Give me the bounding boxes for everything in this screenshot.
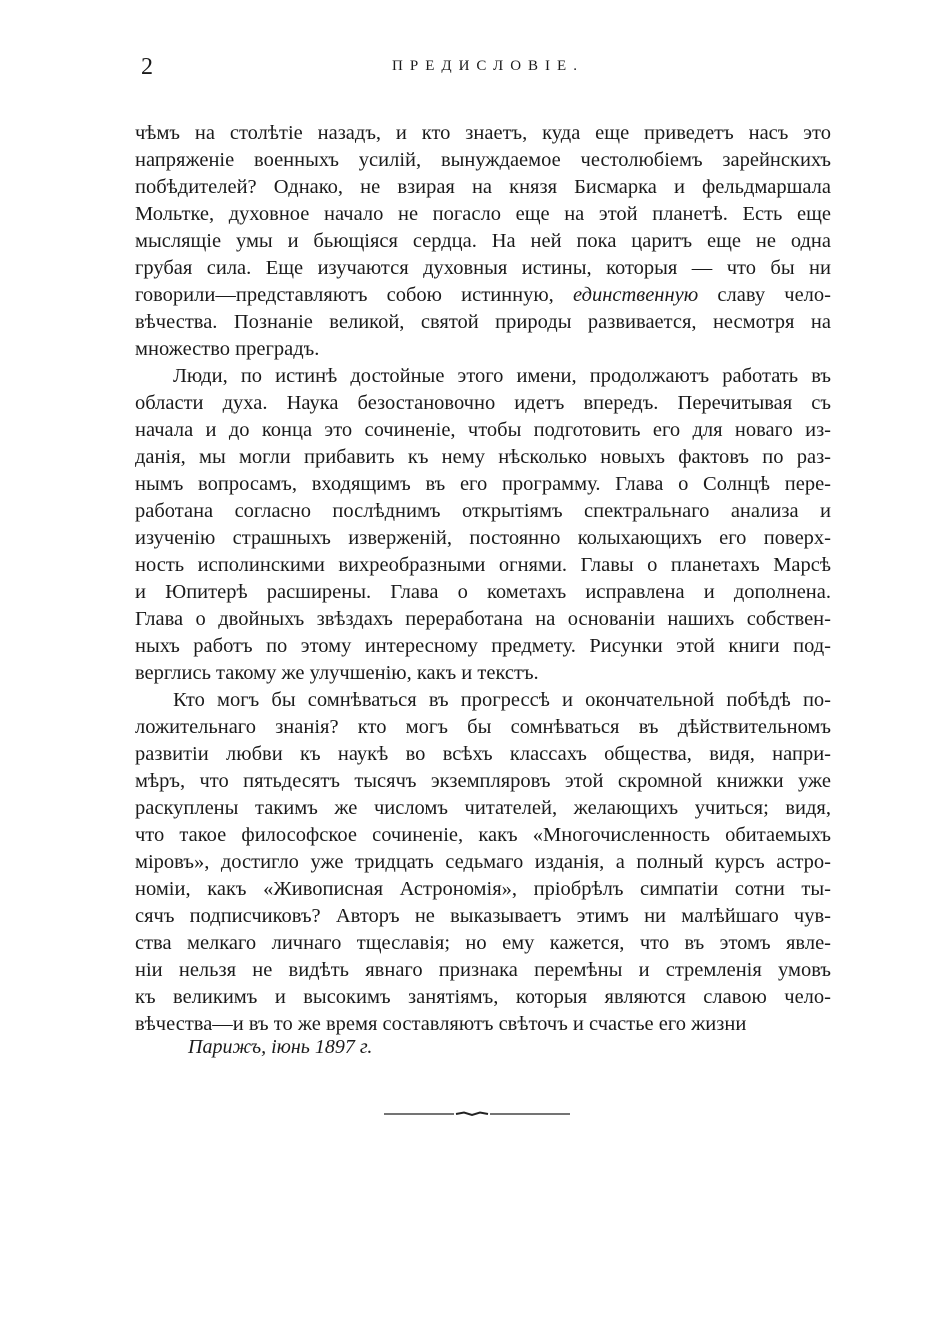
text-line: сячъ подписчиковъ? Авторъ не выказываетъ этимъ ни малѣйшаго чув- (135, 905, 831, 927)
text-line: ность исполинскими вихреобразными огнями. Главы о планетахъ Марсѣ (135, 554, 831, 576)
text-line: данія, мы могли прибавить къ нему нѣсколько новыхъ фактовъ по раз- (135, 446, 831, 468)
text-line: побѣдителей? Однако, не взирая на князя Бисмарка и фельдмаршала (135, 176, 831, 198)
paragraph (135, 120, 831, 363)
text-line: области духа. Наука безостановочно идетъ впередъ. Перечитывая съ (135, 392, 831, 414)
text-line: начала и до конца это сочиненіе, чтобы подготовить его для новаго из- (135, 419, 831, 441)
text-line: ложительнаго знанія? кто могъ бы сомнѣваться въ дѣйствительномъ (135, 716, 831, 738)
text-line: ства мелкаго личнаго тщеславія; но ему кажется, что въ этомъ явле- (135, 932, 831, 954)
text-line: что такое философское сочиненіе, какъ «Многочисленность обитаемыхъ (135, 824, 831, 846)
text-line: грубая сила. Еще изучаются духовныя истины, которыя — что бы ни (135, 257, 831, 279)
text-line: мыслящіе умы и бьющіяся сердца. На ней пока царитъ еще не одна (135, 230, 831, 252)
text-segment: говорили—представляютъ собою истинную, (135, 284, 574, 306)
text-line: изученію страшныхъ изверженій, постоянно колыхающихъ его поверх- (135, 527, 831, 549)
text-line: нымъ вопросамъ, входящимъ въ его программу. Глава о Солнцѣ пере- (135, 473, 831, 495)
text-line: развитіи любви къ наукѣ во всѣхъ классахъ общества, видя, напри- (135, 743, 831, 765)
text-line: ныхъ работъ по этому интересному предмету. Рисунки этой книги под- (135, 635, 831, 657)
emphasized-text: единственную (573, 284, 699, 306)
text-line: мѣръ, что пятьдесятъ тысячъ экземпляровъ этой скромной книжки уже (135, 770, 831, 792)
text-line: номіи, какъ «Живописная Астрономія», пріобрѣлъ симпатіи сотни ты- (135, 878, 831, 900)
signature-place-date: Парижъ, іюнь 1897 г. (188, 1036, 373, 1058)
text-line: множество преградъ. (135, 338, 320, 360)
text-segment: славу чело- (698, 284, 831, 306)
paragraph (135, 687, 831, 1038)
text-line: Глава о двойныхъ звѣздахъ переработана на основаніи нашихъ собствен- (135, 608, 831, 630)
text-line: міровъ», достигло уже тридцать седьмаго изданія, а полный курсъ астро- (135, 851, 831, 873)
text-line: вѣчества. Познаніе великой, святой природы развивается, несмотря на (135, 311, 831, 333)
text-line: къ великимъ и высокимъ занятіямъ, которыя являются славою чело- (135, 986, 831, 1008)
text-line: вѣчества—и въ то же время составляютъ свѣточъ и счастье его жизни (135, 1013, 747, 1035)
text-line: Мольтке, духовное начало не погасло еще на этой планетѣ. Есть еще (135, 203, 831, 225)
page-number: 2 (141, 54, 153, 80)
text-line: верглись такому же улучшенію, какъ и текстъ. (135, 662, 539, 684)
text-line: Кто могъ бы сомнѣваться въ прогрессѣ и окончательной побѣдѣ по- (173, 689, 831, 711)
text-line: чѣмъ на столѣтіе назадъ, и кто знаетъ, куда еще приведетъ насъ это (135, 122, 831, 144)
text-line: напряженіе военныхъ усилій, вынуждаемое честолюбіемъ зарейнскихъ (135, 149, 831, 171)
text-line: работана согласно послѣднимъ открытіямъ спектральнаго анализа и (135, 500, 831, 522)
text-line: и Юпитерѣ расширены. Глава о кометахъ исправлена и дополнена. (135, 581, 831, 603)
text-line: ніи нельзя не видѣть явнаго признака перемѣны и стремленія умовъ (135, 959, 831, 981)
running-header-title: ПРЕДИСЛОВІЕ. (392, 58, 584, 74)
paragraph (135, 363, 831, 687)
text-line: раскуплены такимъ же числомъ читателей, желающихъ учиться; видя, (135, 797, 831, 819)
text-line: Люди, по истинѣ достойные этого имени, продолжаютъ работать въ (173, 365, 831, 387)
text-line (135, 282, 831, 309)
body-text (135, 120, 831, 1038)
ornament-divider (384, 1111, 570, 1117)
